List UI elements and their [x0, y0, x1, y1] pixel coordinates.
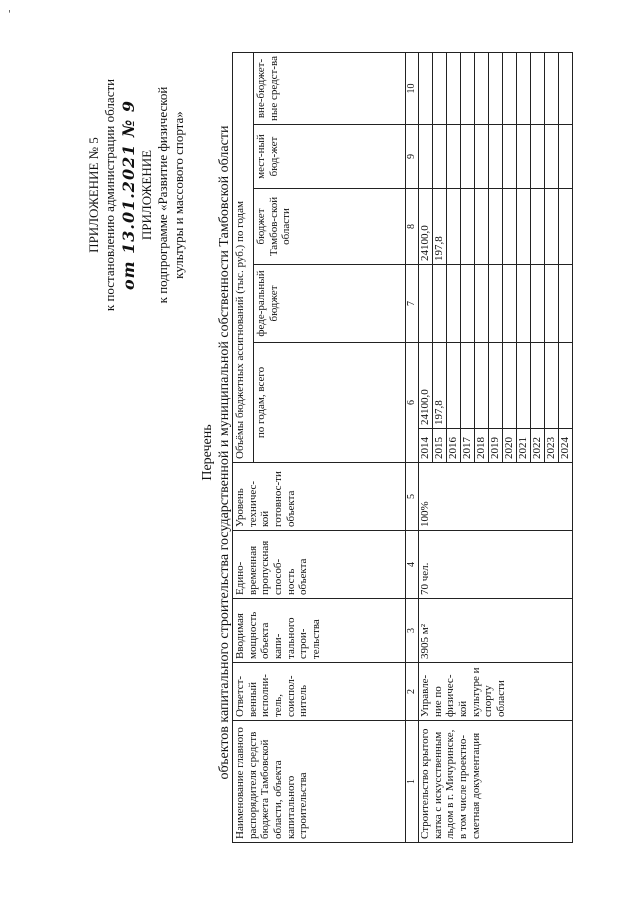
year-cell: 2023: [545, 429, 559, 463]
header-throughput: Едино-временная пропускная способ-ность объекта: [233, 531, 406, 599]
extrabudgetary-cell: [433, 52, 447, 124]
local-cell: [433, 125, 447, 189]
column-number: 5: [406, 463, 419, 531]
local-cell: [503, 125, 517, 189]
regional-cell: [447, 189, 461, 265]
title-line-2: объектов капитального строительства государственной и муниципальной собственности Тамбовской области: [216, 125, 232, 780]
total-cell: [559, 343, 573, 429]
subprogram-reference-cont: культуры и массового спорта»: [171, 111, 186, 279]
year-cell: 2020: [503, 429, 517, 463]
total-cell: [545, 343, 559, 429]
total-cell: 197,8: [433, 343, 447, 429]
header-extrabudgetary: вне-бюджет-ные средст-ва: [254, 52, 406, 124]
regional-cell: 197,8: [433, 189, 447, 265]
total-cell: [531, 343, 545, 429]
column-number: 2: [406, 663, 419, 721]
federal-cell: [531, 265, 545, 343]
federal-cell: [489, 265, 503, 343]
readiness-cell: 100%: [419, 463, 573, 531]
extrabudgetary-cell: [503, 52, 517, 124]
year-cell: 2016: [447, 429, 461, 463]
local-cell: [489, 125, 503, 189]
year-cell: 2021: [517, 429, 531, 463]
extrabudgetary-cell: [461, 52, 475, 124]
federal-cell: [545, 265, 559, 343]
capacity-cell: 3905 м²: [419, 599, 573, 663]
federal-cell: [559, 265, 573, 343]
appendix-subtitle: ПРИЛОЖЕНИЕ: [138, 149, 154, 241]
total-cell: [447, 343, 461, 429]
year-cell: 2015: [433, 429, 447, 463]
federal-cell: [503, 265, 517, 343]
local-cell: [531, 125, 545, 189]
throughput-cell: 70 чел.: [419, 531, 573, 599]
column-number: 8: [406, 189, 419, 265]
local-cell: [517, 125, 531, 189]
year-cell: 2022: [531, 429, 545, 463]
column-number: 3: [406, 599, 419, 663]
header-capacity: Вводимая мощность объекта капи-тального строи-тельства: [233, 599, 406, 663]
header-federal: феде-ральный бюджет: [254, 265, 406, 343]
total-cell: [517, 343, 531, 429]
total-cell: [461, 343, 475, 429]
federal-cell: [433, 265, 447, 343]
regional-cell: [531, 189, 545, 265]
appendix-header: [86, 45, 187, 345]
subprogram-reference: к подпрограмме «Развитие физической: [154, 86, 170, 304]
header-object: Наименование главного распорядителя средств бюджета Тамбовской области, объекта капитального строительства: [233, 721, 406, 843]
federal-cell: [447, 265, 461, 343]
column-number: 10: [406, 52, 419, 124]
federal-cell: [461, 265, 475, 343]
regional-cell: [489, 189, 503, 265]
column-number: 6: [406, 343, 419, 463]
column-number: 4: [406, 531, 419, 599]
total-cell: [503, 343, 517, 429]
local-cell: [447, 125, 461, 189]
title-line-1: Перечень: [200, 424, 215, 481]
appendix-title: ПРИЛОЖЕНИЕ № 5: [86, 137, 101, 253]
extrabudgetary-cell: [489, 52, 503, 124]
extrabudgetary-cell: [475, 52, 489, 124]
header-row-1: [233, 52, 254, 842]
year-cell: 2024: [559, 429, 573, 463]
document-title: [200, 0, 234, 905]
year-cell: 2017: [461, 429, 475, 463]
handwritten-date-number: от 13.01.2021 № 9: [118, 99, 138, 291]
regional-cell: [475, 189, 489, 265]
header-executor: Ответст-венный исполни-тель, соиспол-нитель: [233, 663, 406, 721]
object-name-cell: Строительство крытого катка с искусственным льдом в г. Мичуринске, в том числе проектно-сметная документация: [419, 721, 573, 843]
extrabudgetary-cell: [419, 52, 433, 124]
extrabudgetary-cell: [517, 52, 531, 124]
local-cell: [559, 125, 573, 189]
budget-years-body: [419, 52, 573, 842]
local-cell: [545, 125, 559, 189]
local-cell: [475, 125, 489, 189]
year-cell: 2018: [475, 429, 489, 463]
regional-cell: 24100,0: [419, 189, 433, 265]
column-number: 9: [406, 125, 419, 189]
executor-cell: Управле-ние по физичес-кой культуре и спорту области: [419, 663, 573, 721]
total-cell: 24100,0: [419, 343, 433, 429]
budget-year-row: [419, 52, 433, 842]
extrabudgetary-cell: [545, 52, 559, 124]
decree-reference: к постановлению администрации области: [102, 78, 118, 312]
regional-cell: [461, 189, 475, 265]
extrabudgetary-cell: [447, 52, 461, 124]
column-numbers-row: [406, 52, 419, 842]
local-cell: [461, 125, 475, 189]
year-cell: 2014: [419, 429, 433, 463]
extrabudgetary-cell: [559, 52, 573, 124]
header-regional: бюджет Тамбов-ской области: [254, 189, 406, 265]
header-readiness: Уровень техничес-кой готовнос-ти объекта: [233, 463, 406, 531]
federal-cell: [419, 265, 433, 343]
regional-cell: [545, 189, 559, 265]
federal-cell: [475, 265, 489, 343]
capital-construction-table: [232, 52, 573, 843]
header-local: мест-ный бюд-жет: [254, 125, 406, 189]
regional-cell: [503, 189, 517, 265]
federal-cell: [517, 265, 531, 343]
scan-mark: -: [4, 9, 15, 13]
header-budget-group: Объёмы бюджетных ассигнований (тыс. руб.) по годам: [233, 52, 254, 462]
local-cell: [419, 125, 433, 189]
extrabudgetary-cell: [531, 52, 545, 124]
regional-cell: [517, 189, 531, 265]
header-total: по годам, всего: [254, 343, 406, 463]
total-cell: [475, 343, 489, 429]
column-number: 7: [406, 265, 419, 343]
column-number: 1: [406, 721, 419, 843]
regional-cell: [559, 189, 573, 265]
total-cell: [489, 343, 503, 429]
year-cell: 2019: [489, 429, 503, 463]
